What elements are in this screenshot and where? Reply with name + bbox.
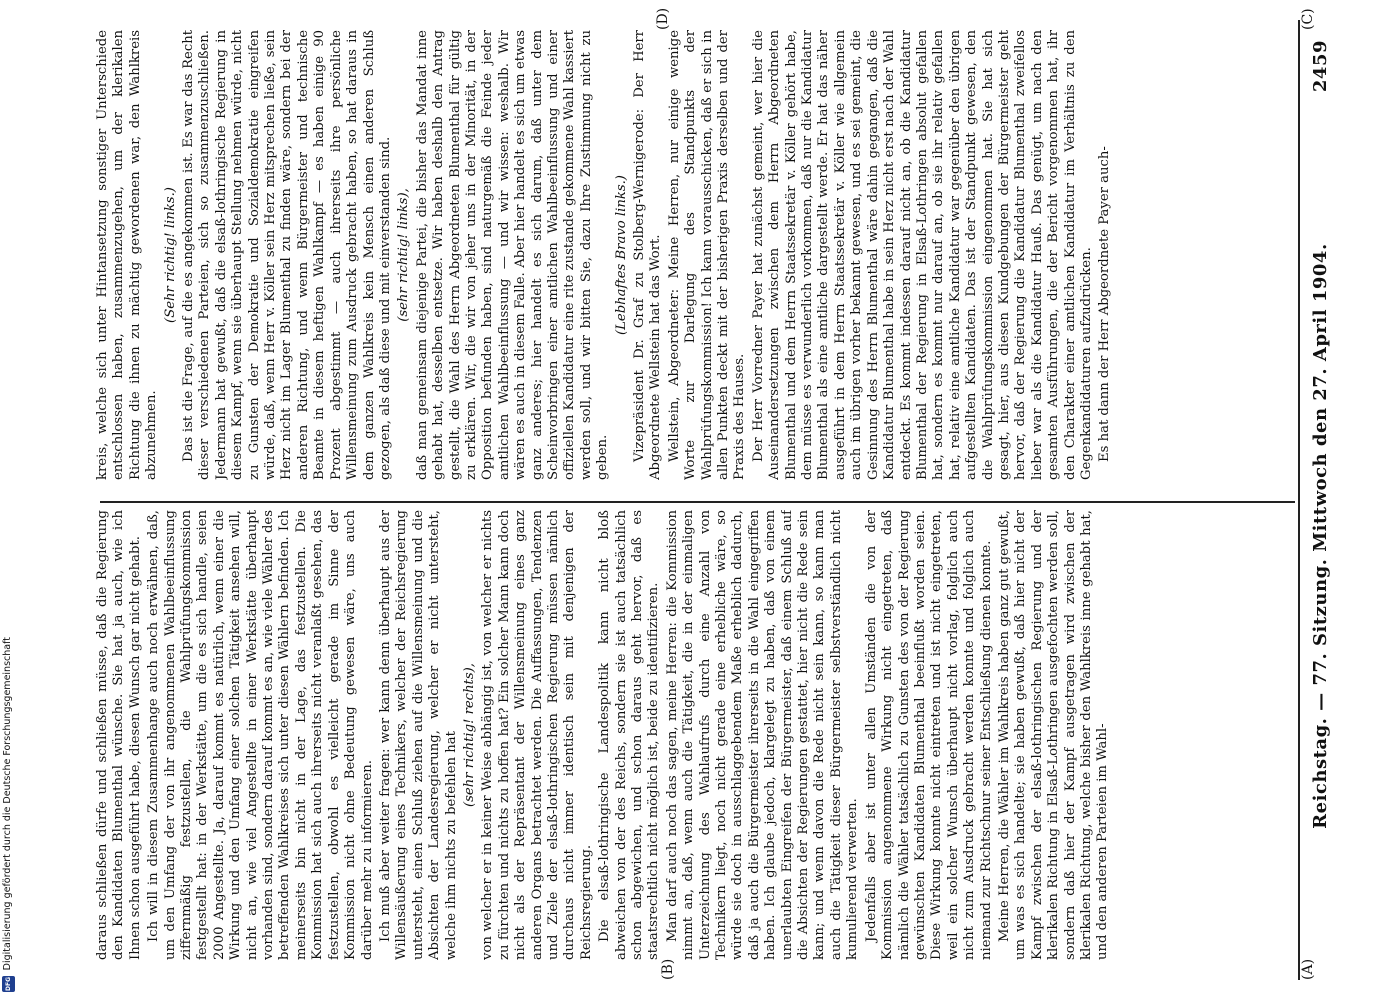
column-divider [100, 501, 1295, 503]
left-column [95, 510, 1290, 960]
paragraph: von welcher er in keiner Weise abhängig ist, von welcher er nichts zu fürchten und nichts zu hoffen hat? Ein solcher Mann kann doch nicht als der Repräsentant der Willensmeinung eines ganz anderen Organs betrachtet werden. Die Auffassungen, Tendenzen und Ziele der elsaß-lothringischen Regierung müssen nämlich durchaus nicht immer identisch sein mit denjenigen der Reichsregierung. [480, 510, 594, 960]
paragraph: Der Herr Vorredner Payer hat zunächst gemeint, wer hier die Auseinandersetzungen zwischen dem Herrn Abgeordneten Blumenthal und dem Herrn Staatssekretär v. Köller gehört habe, dem müsse es verwunderlich vorkommen, daß nur die Kandidatur Blumenthal als eine amtliche dargestellt werde. Er hat das näher ausgeführt in dem Herrn Staatssekretär v. Köller wie allgemein auch im übrigen vorher bekannt gewesen, und es sei gemeint, die Gesinnung des Herrn Blumenthal wäre dahin gegangen, daß die Kandidatur Blumenthal habe in sein Herz nicht erst nach der Wahl entdeckt. Es kommt indessen darauf nicht an, ob die Kandidatur Blumenthal der Regierung in Elsaß-Lothringen absolut gefallen hat, sondern es kommt nur darauf an, ob sie ihr relativ gefallen hat, relativ eine amtliche Kandidatur war gegenüber den übrigen aufgestellten Kandidaten. Das ist der Standpunkt gewesen, den die Wahlprüfungskommission eingenommen hat. Sie hat sich gesagt, hier, aus diesen Kundgebungen der Bürgermeister geht hervor, daß der Regierung die Kandidatur Blumenthal zweifellos lieber war als die Kandidatur Hauß. Das genügt, um nach den gesamten Ausführungen, die der Bericht vorgenommen hat, ihr den Charakter einer amtlichen Kandidatur im Verhältnis zu den Gegenkandidaturen aufzudrücken. [750, 30, 1094, 480]
paragraph: Ich muß aber weiter fragen: wer kann denn überhaupt aus der Willensäußerung eines Technikers, welcher der Reichsregierung untersteht, einen Schluß ziehen auf die Willensmeinung und die Absichten der Landesregierung, welcher er nicht untersteht, welche ihm nichts zu befehlen hat [377, 510, 459, 960]
interjection: (sehr richtig! links), [396, 188, 412, 322]
paragraph: Jedenfalls aber ist unter allen Umständen die von der Kommission angenommene Wirkung nicht eingetreten, daß nämlich die Wähler tatsächlich zu Gunsten des von der Regierung gewünschten Kandidaten Blumenthal beeinflußt worden seien. Diese Wirkung konnte nicht eintreten und ist nicht eingetreten, weil ein solcher Wunsch überhaupt nicht vorlag, folglich auch nicht zum Ausdruck gebracht werden konnte und folglich auch niemand zur Richtschnur seiner Entschließung dienen konnte. [863, 510, 994, 960]
margin-marker-c: (C) [1300, 8, 1316, 30]
paragraph: daß man gemeinsam diejenige Partei, die bisher das Mandat inne gehabt hat, desselben entsetze. Wir haben deshalb den Antrag gestellt, die Wahl des Herrn Abgeordneten Blumenthal für gültig zu erklären. Wir, die wir von jeher uns in der Minorität, in der Opposition befunden haben, sind naturgemäß die Feinde jeder amtlichen Wahlbeeinflussung — und wir wissen: weshalb. Wir wären es auch in diesem Falle. Aber hier handelt es sich um etwas ganz anderes; hier handelt es sich darum, daß unter dem Scheinvorbringen einer amtlichen Wahlbeeinflussung und einer offiziellen Kandidatur eine rite zustande gekommene Wahl kassiert werden soll, und wir bitten Sie, dazu Ihre Zustimmung nicht zu geben. [414, 30, 611, 480]
margin-marker-d: (D) [655, 7, 671, 30]
speaker-paragraph: Vizepräsident Dr. Graf zu Stolberg-Wernigerode: Der Herr Abgeordnete Wellstein hat das Wort. [632, 30, 664, 480]
header-title: Reichstag. — 77. Sitzung. Mittwoch den 27. April 1904. [1309, 243, 1331, 829]
digitization-credit-bar [0, 0, 18, 1000]
paragraph: Es hat dann der Herr Abgeordnete Payer auch- [1097, 146, 1113, 462]
interjection: (sehr richtig! rechts), [461, 663, 477, 807]
paragraph: Die elsaß-lothringische Landespolitik kann nicht bloß abweichen von der des Reichs, sondern sie ist auch tatsächlich schon abgewichen, und schon daraus geht hervor, daß es staatsrechtlich nicht möglich ist, beide zu identifizieren. [597, 510, 662, 960]
paragraph: Das ist die Frage, auf die es angekommen ist. Es war das Recht dieser verschiedenen Parteien, sich so zusammenzuschließen. Jedermann hat gewußt, daß die elsaß-lothringische Regierung in diesem Kampf, wenn sie überhaupt Stellung nehmen würde, nicht zu Gunsten der Demokratie und Sozialdemokratie eingreifen würde, daß, wenn Herr v. Köller sein Herz mitsprechen ließe, sein Herz nicht im Lager Blumenthal zu finden wäre, sondern bei der anderen Richtung, und wenn Bürgermeister und technische Beamte in diesem heftigen Wahlkampf — es haben einige 90 Prozent abgestimmt — auch ihrerseits ihre persönliche Willensmeinung zum Ausdruck gebracht haben, so hat daraus in dem ganzen Wahlkreis kein Mensch einen anderen Schluß gezogen, als daß diese und mit einverstanden sind. [181, 30, 393, 480]
paragraph: Meine Herren, die Wähler im Wahlkreis haben ganz gut gewußt, um was es sich handelte; sie haben gewußt, daß hier nicht der Kampf zwischen der elsaß-lothringischen Regierung und der klerikalen Richtung in Elsaß-Lothringen ausgefochten werden soll, sondern daß hier der Kampf ausgetragen wird zwischen der klerikalen Richtung, welche bisher den Wahlkreis inne gehabt hat, und den anderen Parteien im Wahl- [996, 510, 1111, 960]
speaker-paragraph: Wellstein, Abgeordneter: Meine Herren, nur einige wenige Worte zur Darlegung des Standpunkts der Wahlprüfungskommission! Ich kann vorausschicken, daß er sich in allen Punkten deckt mit der bisherigen Praxis derselben und der Praxis des Hauses. [666, 30, 748, 480]
paragraph: kreis, welche sich unter Hintansetzung sonstiger Unterschiede entschlossen haben, zusammenzugehen, um der klerikalen Richtung die ihnen zu mächtig gewordenen war, den Wahlkreis abzunehmen. [95, 30, 160, 480]
right-column [95, 30, 1290, 480]
dfg-logo: DFG [2, 976, 15, 992]
digitization-credit: Digitalisierung gefördert durch die Deutsche Forschungsgemeinschaft [2, 636, 13, 970]
paragraph: daraus schließen dürfe und schließen müsse, daß die Regierung den Kandidaten Blumenthal wünsche. Sie hat ja auch, wie ich Ihnen schon ausgeführt habe, diesen Wunsch gar nicht gehabt. [95, 510, 143, 960]
header-rule [1298, 20, 1300, 980]
margin-marker-b: (B) [660, 958, 676, 980]
interjection: (Sehr richtig! links.) [162, 187, 178, 323]
paragraph: Man darf auch noch das sagen, meine Herren: die Kommission nimmt an, daß, wenn auch die Tätigkeit, die in der einmaligen Unterzeichnung des Wahlaufrufs durch eine Anzahl von Technikern liegt, noch nicht gerade eine erhebliche wäre, so würde sie doch in ausschlaggebendem Maße erheblich dadurch, daß ja auch die Bürgermeister ihrerseits in die Wahl eingegriffen haben. Ich glaube jedoch, klargelegt zu haben, daß von einem unerlaubten Eingreifen der Bürgermeister, daß einem Schluß auf die Absichten der Regierungen gestattet, hier nicht die Rede sein kann; und wenn davon die Rede nicht sein kann, so kann man auch die Tätigkeit dieser Bürgermeister selbstverständlich nicht kumulierend verwerten. [664, 510, 861, 960]
page-number: 2459 [1309, 40, 1331, 93]
interjection: (Lebhaftes Bravo links.) [613, 175, 629, 335]
page-header [1305, 20, 1335, 980]
paragraph: Ich will in diesem Zusammenhange auch noch erwähnen, daß, um den Umfang der von ihr angenommenen Wahlbeeinflussung ziffernmäßig festzustellen, die Wahlprüfungskommission festgestellt hat: in der Werkstätte, um die es sich handle, seien 2000 Angestellte. Ja, darauf kommt es natürlich, wenn einer die Wirkung und den Umfang einer solchen Tätigkeit ansehen will, nicht an, wie viel Angestellte in einer Werkstätte überhaupt vorhanden sind, sondern darauf kommt es an, wie viele Wähler des betreffenden Wahlkreises sich unter diesen Wählern befinden. Ich meinerseits bin nicht in der Lage, das festzustellen. Die Kommission hat sich auch ihrerseits nicht veranlaßt gesehen, das festzustellen, obwohl es vielleicht gerade im Sinne der Kommission nicht ohne Bedeutung gewesen wäre, uns auch darüber mehr zu informieren. [146, 510, 375, 960]
margin-marker-a: (A) [1300, 958, 1316, 980]
